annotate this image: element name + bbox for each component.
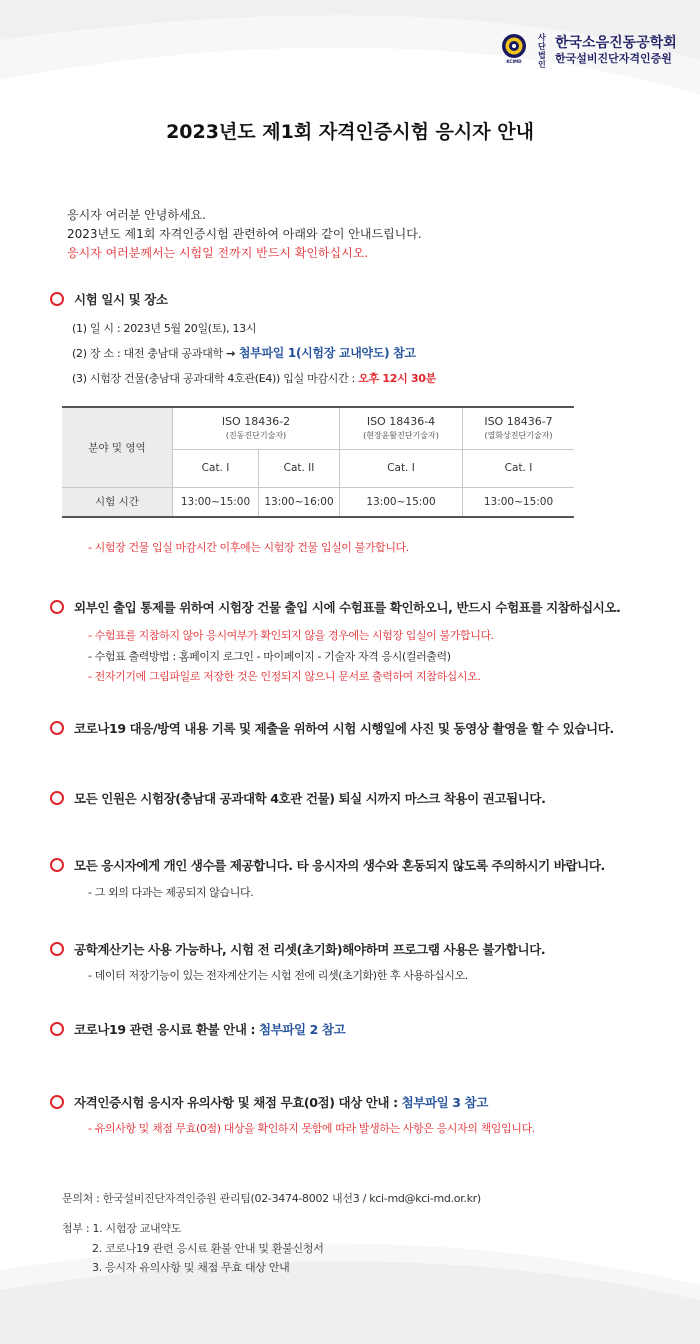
contact-info: 문의처 : 한국설비진단자격인증원 관리팀(02-3474-8002 내선3 / kci-md@kci-md.or.kr)	[62, 1192, 481, 1205]
section-title: 코로나19 대응/방역 내용 기록 및 제출을 위하여 시험 시행일에 사진 및 동영상 촬영을 할 수 있습니다.	[74, 721, 614, 736]
table-row-header-field: 분야 및 영역	[62, 407, 173, 487]
section-title: 외부인 출입 통제를 위하여 시험장 건물 출입 시에 수험표를 확인하오니, 반드시 수험표를 지참하십시오.	[74, 600, 621, 615]
table-cell-cat: Cat. I	[340, 449, 463, 487]
ticket-note-1: - 수험표를 지참하지 않아 응시여부가 확인되지 않을 경우에는 시험장 입실이 불가합니다.	[88, 629, 494, 642]
water-note: - 그 외의 다과는 제공되지 않습니다.	[88, 886, 254, 899]
section-title: 공학계산기는 사용 가능하나, 시험 전 리셋(초기화)해야하며 프로그램 사용은 불가합니다.	[74, 942, 546, 957]
entry-deadline-item	[72, 370, 436, 386]
arrow-right-icon: →	[226, 347, 235, 360]
section-title: 시험 일시 및 장소	[74, 292, 168, 307]
red-circle-icon	[50, 600, 64, 614]
org-abbr: 사단법인	[538, 33, 546, 69]
red-circle-icon	[50, 292, 64, 306]
red-circle-icon	[50, 942, 64, 956]
red-circle-icon	[50, 1095, 64, 1109]
logo-text: KCIMD	[506, 59, 522, 64]
table-header-iso-18436-4	[340, 407, 463, 449]
exam-place-text: (2) 장 소 : 대전 충남대 공과대학	[72, 347, 227, 360]
section-title: 모든 인원은 시험장(충남대 공과대학 4호관 건물) 퇴실 시까지 마스크 착용이 권고됩니다.	[74, 791, 546, 806]
section-title	[74, 1093, 488, 1111]
red-circle-icon	[50, 858, 64, 872]
exam-place-item	[72, 344, 416, 361]
calculator-note: - 데이터 저장기능이 있는 전자계산기는 시험 전에 리셋(초기화)한 후 사용하십시오.	[88, 969, 468, 982]
red-circle-icon	[50, 721, 64, 735]
entry-deadline-time: 오후 12시 30분	[358, 372, 436, 385]
kcimd-emblem-icon	[498, 32, 530, 64]
attachment-2-link[interactable]: 첨부파일 2 참고	[259, 1022, 346, 1037]
table-cell-cat: Cat. I	[463, 449, 575, 487]
attachment-3-link[interactable]: 첨부파일 3 참고	[401, 1095, 488, 1110]
org-logo	[498, 30, 688, 69]
red-circle-icon	[50, 791, 64, 805]
greeting-line-3: 응시자 여러분께서는 시험일 전까지 반드시 확인하십시오.	[67, 246, 369, 260]
table-cell-time: 13:00~15:00	[463, 487, 575, 517]
iso-label: ISO 18436-4	[366, 415, 436, 429]
iso-label: ISO 18436-2	[221, 415, 291, 429]
exam-date-item: (1) 일 시 : 2023년 5월 20일(토), 13시	[72, 322, 257, 335]
greeting-line-1: 응시자 여러분 안녕하세요.	[67, 208, 206, 222]
ticket-note-3: - 전자기기에 그림파일로 저장한 것은 인정되지 않으니 문서로 출력하여 지참하십시오.	[88, 670, 481, 683]
table-cell-time: 13:00~16:00	[259, 487, 340, 517]
table-header-iso-18436-2	[173, 407, 340, 449]
refund-title: 코로나19 관련 응시료 환불 안내 :	[74, 1022, 260, 1037]
table-cell-time: 13:00~15:00	[173, 487, 259, 517]
precautions-title: 자격인증시험 응시자 유의사항 및 채점 무효(0점) 대상 안내 :	[74, 1095, 402, 1110]
section-title	[74, 1020, 345, 1038]
table-row-header-time: 시험 시간	[62, 487, 173, 517]
org-name: 한국소음진동공학회	[555, 35, 677, 51]
iso-sub-label: (현장윤활진단기술자)	[363, 431, 439, 441]
deadline-note: - 시험장 건물 입실 마감시간 이후에는 시험장 건물 입실이 불가합니다.	[88, 541, 409, 554]
attachment-list-3: 3. 응시자 유의사항 및 채점 무효 대상 안내	[92, 1261, 290, 1274]
table-cell-cat: Cat. I	[173, 449, 259, 487]
attachment-1-link[interactable]: 첨부파일 1(시험장 교내약도) 참고	[234, 346, 416, 360]
entry-deadline-text: (3) 시험장 건물(충남대 공과대학 4호관(E4)) 입실 마감시간 :	[72, 372, 359, 385]
section-title: 모든 응시자에게 개인 생수를 제공합니다. 타 응시자의 생수와 혼동되지 않도록 주의하시기 바랍니다.	[74, 858, 605, 873]
page-title: 2023년도 제1회 자격인증시험 응시자 안내	[166, 121, 534, 143]
table-cell-time: 13:00~15:00	[340, 487, 463, 517]
red-circle-icon	[50, 1022, 64, 1036]
exam-schedule-table	[62, 406, 574, 518]
table-header-iso-18436-7	[463, 407, 575, 449]
iso-sub-label: (진동진단기술자)	[225, 431, 287, 441]
greeting-line-2: 2023년도 제1회 자격인증시험 관련하여 아래와 같이 안내드립니다.	[67, 227, 422, 241]
org-subname: 한국설비진단자격인증원	[555, 52, 672, 65]
attachment-list-1: 첨부 : 1. 시험장 교내약도	[62, 1222, 182, 1235]
table-cell-cat: Cat. II	[259, 449, 340, 487]
iso-label: ISO 18436-7	[484, 415, 553, 429]
precautions-note: - 유의사항 및 채점 무효(0점) 대상을 확인하지 못함에 따라 발생하는 사항은 응시자의 책임입니다.	[88, 1122, 535, 1135]
attachment-list-2: 2. 코로나19 관련 응시료 환불 안내 및 환불신청서	[92, 1242, 324, 1255]
iso-sub-label: (열화상진단기술자)	[484, 431, 553, 441]
ticket-note-2: - 수험표 출력방법 : 홈페이지 로그인 - 마이페이지 - 기술자 자격 응시(컬러출력)	[88, 650, 451, 663]
